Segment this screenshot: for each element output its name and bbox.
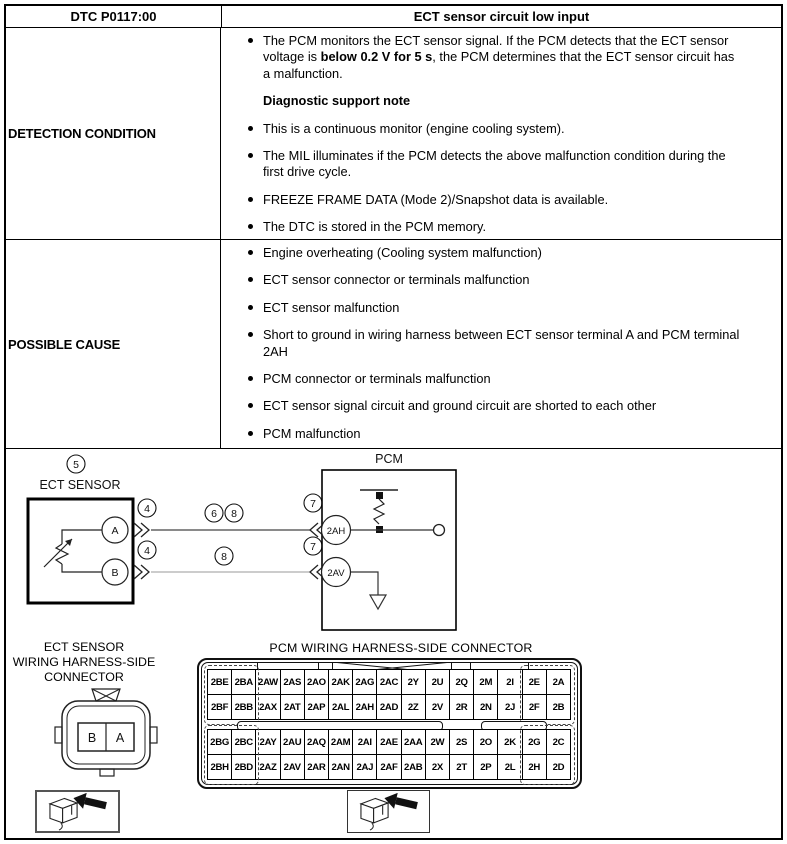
pcm-terminal-cell-2AN: 2AN <box>328 754 353 780</box>
pcm-terminal-cell-2AP: 2AP <box>304 694 329 720</box>
bullet-icon <box>248 403 253 408</box>
pcm-terminal-cell-2C: 2C <box>546 729 571 755</box>
pcm-terminal-grid-top <box>208 669 571 719</box>
callout-4-top-icon <box>138 499 156 517</box>
ect-terminal-a: A <box>115 731 125 745</box>
bullet-item <box>248 192 743 208</box>
pcm-terminal-cell-2J: 2J <box>497 694 522 720</box>
pcm-terminal-cell-2A: 2A <box>546 669 571 695</box>
bullet-item <box>248 426 743 442</box>
item-text: The PCM monitors the ECT sensor signal. If the PCM detects that the ECT sensor voltage is below 0.2 V for 5 s, the PCM determines that the ECT sensor circuit has a malfunction. <box>263 33 735 81</box>
possible-cause-label: POSSIBLE CAUSE <box>6 240 221 448</box>
bullet-item <box>248 148 743 181</box>
dtc-table-header <box>6 6 781 28</box>
item-text: PCM malfunction <box>263 425 361 441</box>
bullet-item <box>248 300 743 316</box>
pcm-terminal-cell-2N: 2N <box>473 694 498 720</box>
pcm-connector-label: PCM WIRING HARNESS-SIDE CONNECTOR <box>269 641 533 655</box>
pcm-terminal-cell-2U: 2U <box>425 669 450 695</box>
page-frame <box>4 4 783 840</box>
pcm-terminal-grid-bottom <box>208 729 571 779</box>
pcm-terminal-cell-2BF: 2BF <box>207 694 232 720</box>
pcm-terminal-cell-2S: 2S <box>449 729 474 755</box>
pcm-terminal-cell-2AU: 2AU <box>280 729 305 755</box>
pcm-terminal-cell-2I: 2I <box>497 669 522 695</box>
item-text: Short to ground in wiring harness between ECT sensor terminal A and PCM terminal 2AH <box>263 327 740 359</box>
pcm-terminal-cell-2P: 2P <box>473 754 498 780</box>
pcm-terminal-cell-2BE: 2BE <box>207 669 232 695</box>
pcm-terminal-cell-2AM: 2AM <box>328 729 353 755</box>
svg-text:7: 7 <box>310 498 316 510</box>
subheading <box>248 93 743 109</box>
ect-sensor-label: ECT SENSOR <box>39 478 121 492</box>
pcm-box <box>322 470 456 630</box>
connector-view-icon <box>350 793 428 831</box>
detection-condition-label: DETECTION CONDITION <box>6 28 221 239</box>
item-text: Engine overheating (Cooling system malfunction) <box>263 245 542 260</box>
svg-text:5: 5 <box>73 459 79 471</box>
svg-text:8: 8 <box>231 508 237 520</box>
detection-condition-content <box>221 28 781 239</box>
ect-connector-drawing <box>54 686 162 786</box>
callout-7-top-icon <box>304 494 322 512</box>
callout-7-bottom-icon <box>304 537 322 555</box>
pcm-terminal-cell-2AR: 2AR <box>304 754 329 780</box>
bullet-icon <box>248 224 253 229</box>
pcm-terminal-cell-2AO: 2AO <box>304 669 329 695</box>
pcm-terminal-cell-2AD: 2AD <box>376 694 401 720</box>
bullet-icon <box>248 332 253 337</box>
pcm-terminal-cell-2T: 2T <box>449 754 474 780</box>
pcm-terminal-cell-2H: 2H <box>522 754 547 780</box>
pcm-terminal-cell-2AW: 2AW <box>255 669 280 695</box>
detection-condition-row <box>6 28 781 240</box>
bullet-icon <box>248 153 253 158</box>
svg-text:A: A <box>111 525 119 537</box>
ect-sensor-box <box>28 499 133 603</box>
bullet-icon <box>248 197 253 202</box>
svg-text:2AH: 2AH <box>326 526 346 537</box>
item-text: The MIL illuminates if the PCM detects the above malfunction condition during the first drive cycle. <box>263 147 726 180</box>
pcm-terminal-cell-2V: 2V <box>425 694 450 720</box>
pcm-terminal-cell-2K: 2K <box>497 729 522 755</box>
bullet-item <box>248 121 743 137</box>
bullet-item <box>248 33 743 82</box>
callout-6-icon <box>205 504 223 522</box>
item-text: ECT sensor connector or terminals malfunction <box>263 272 530 288</box>
pcm-terminal-cell-2AE: 2AE <box>376 729 401 755</box>
item-text: ECT sensor malfunction <box>263 299 400 315</box>
bullet-item <box>248 219 743 235</box>
svg-text:6: 6 <box>211 508 217 520</box>
circuit-diagram <box>6 449 781 639</box>
bullet-item <box>248 371 743 387</box>
pcm-terminal-cell-2AI: 2AI <box>352 729 377 755</box>
pcm-terminal-cell-2B: 2B <box>546 694 571 720</box>
svg-text:B: B <box>111 567 119 579</box>
pcm-terminal-2av <box>322 558 351 587</box>
pcm-terminal-cell-2AA: 2AA <box>401 729 426 755</box>
bullet-item <box>248 327 743 360</box>
bullet-icon <box>248 431 253 436</box>
bullet-item <box>248 272 743 288</box>
bullet-icon <box>248 305 253 310</box>
item-text: PCM connector or terminals malfunction <box>263 370 491 386</box>
pcm-terminal-cell-2Q: 2Q <box>449 669 474 695</box>
svg-text:7: 7 <box>310 541 316 553</box>
svg-text:8: 8 <box>221 551 227 563</box>
bullet-item <box>248 245 743 261</box>
pcm-terminal-cell-2AB: 2AB <box>401 754 426 780</box>
pcm-terminal-cell-2G: 2G <box>522 729 547 755</box>
ect-terminal-b: B <box>87 731 97 745</box>
bullet-icon <box>248 376 253 381</box>
pcm-terminal-cell-2BG: 2BG <box>207 729 232 755</box>
dtc-table <box>6 6 781 449</box>
pullup-resistor-icon <box>360 490 398 533</box>
pcm-terminal-cell-2AZ: 2AZ <box>255 754 280 780</box>
pcm-terminal-cell-2W: 2W <box>425 729 450 755</box>
pcm-terminal-cell-2Z: 2Z <box>401 694 426 720</box>
callout-8-top-icon <box>225 504 243 522</box>
bullet-icon <box>248 126 253 131</box>
pcm-connector-drawing <box>197 658 582 789</box>
pcm-terminal-cell-2L: 2L <box>497 754 522 780</box>
pcm-terminal-cell-2AX: 2AX <box>255 694 280 720</box>
pcm-terminal-cell-2O: 2O <box>473 729 498 755</box>
possible-cause-row <box>6 240 781 449</box>
bullet-item <box>248 398 743 414</box>
callout-8-bottom-icon <box>215 547 233 565</box>
pcm-terminal-cell-2BC: 2BC <box>231 729 256 755</box>
pcm-terminal-cell-2Y: 2Y <box>401 669 426 695</box>
dtc-title: ECT sensor circuit low input <box>413 9 590 24</box>
pcm-terminal-cell-2BB: 2BB <box>231 694 256 720</box>
pcm-terminal-cell-2AC: 2AC <box>376 669 401 695</box>
pcm-terminal-cell-2AT: 2AT <box>280 694 305 720</box>
pcm-terminal-cell-2E: 2E <box>522 669 547 695</box>
possible-cause-content <box>221 240 781 448</box>
item-text: ECT sensor signal circuit and ground circuit are shorted to each other <box>263 398 657 414</box>
bullet-icon <box>248 250 253 255</box>
sensor-terminal-b <box>102 559 128 585</box>
pcm-terminal-cell-2BA: 2BA <box>231 669 256 695</box>
callout-5-icon <box>67 455 85 473</box>
pcm-terminal-cell-2AL: 2AL <box>328 694 353 720</box>
pcm-terminal-cell-2AS: 2AS <box>280 669 305 695</box>
pcm-terminal-2ah <box>322 516 351 545</box>
pcm-terminal-cell-2AF: 2AF <box>376 754 401 780</box>
ect-connector-label-line3: CONNECTOR <box>44 669 124 684</box>
item-text: Diagnostic support note <box>263 93 411 109</box>
pcm-terminal-cell-2BD: 2BD <box>231 754 256 780</box>
pcm-terminal-cell-2AJ: 2AJ <box>352 754 377 780</box>
bullet-icon <box>248 38 253 43</box>
pcm-terminal-cell-2BH: 2BH <box>207 754 232 780</box>
pcm-output-node-icon <box>434 525 445 536</box>
svg-text:4: 4 <box>144 545 150 557</box>
pcm-label: PCM <box>375 452 403 466</box>
pcm-terminal-cell-2AG: 2AG <box>352 669 377 695</box>
connector-view-icon <box>39 793 117 831</box>
item-text: FREEZE FRAME DATA (Mode 2)/Snapshot data is available. <box>263 191 609 207</box>
ground-icon <box>350 572 386 609</box>
pcm-terminal-cell-2AH: 2AH <box>352 694 377 720</box>
item-text: The DTC is stored in the PCM memory. <box>263 219 487 234</box>
pcm-terminal-cell-2F: 2F <box>522 694 547 720</box>
pcm-terminal-cell-2AV: 2AV <box>280 754 305 780</box>
thermistor-icon <box>44 530 102 572</box>
pcm-terminal-cell-2R: 2R <box>449 694 474 720</box>
pcm-terminal-cell-2M: 2M <box>473 669 498 695</box>
pcm-terminal-cell-2AK: 2AK <box>328 669 353 695</box>
ect-connector-label <box>8 640 160 685</box>
sensor-terminal-a <box>102 517 128 543</box>
pcm-terminal-cell-2X: 2X <box>425 754 450 780</box>
pcm-terminal-cell-2D: 2D <box>546 754 571 780</box>
ect-connector-label-line1: ECT SENSOR <box>43 640 125 654</box>
dtc-code: DTC P0117:00 <box>6 6 222 27</box>
pcm-terminal-cell-2AY: 2AY <box>255 729 280 755</box>
svg-text:2AV: 2AV <box>327 568 345 579</box>
item-text: This is a continuous monitor (engine cooling system). <box>263 120 565 136</box>
svg-text:4: 4 <box>144 503 150 515</box>
ect-connector-label-line2: WIRING HARNESS-SIDE <box>12 654 156 669</box>
bullet-icon <box>248 277 253 282</box>
callout-4-bottom-icon <box>138 541 156 559</box>
view-direction-box-right <box>347 790 430 833</box>
view-direction-box-left <box>35 790 120 833</box>
pcm-terminal-cell-2AQ: 2AQ <box>304 729 329 755</box>
